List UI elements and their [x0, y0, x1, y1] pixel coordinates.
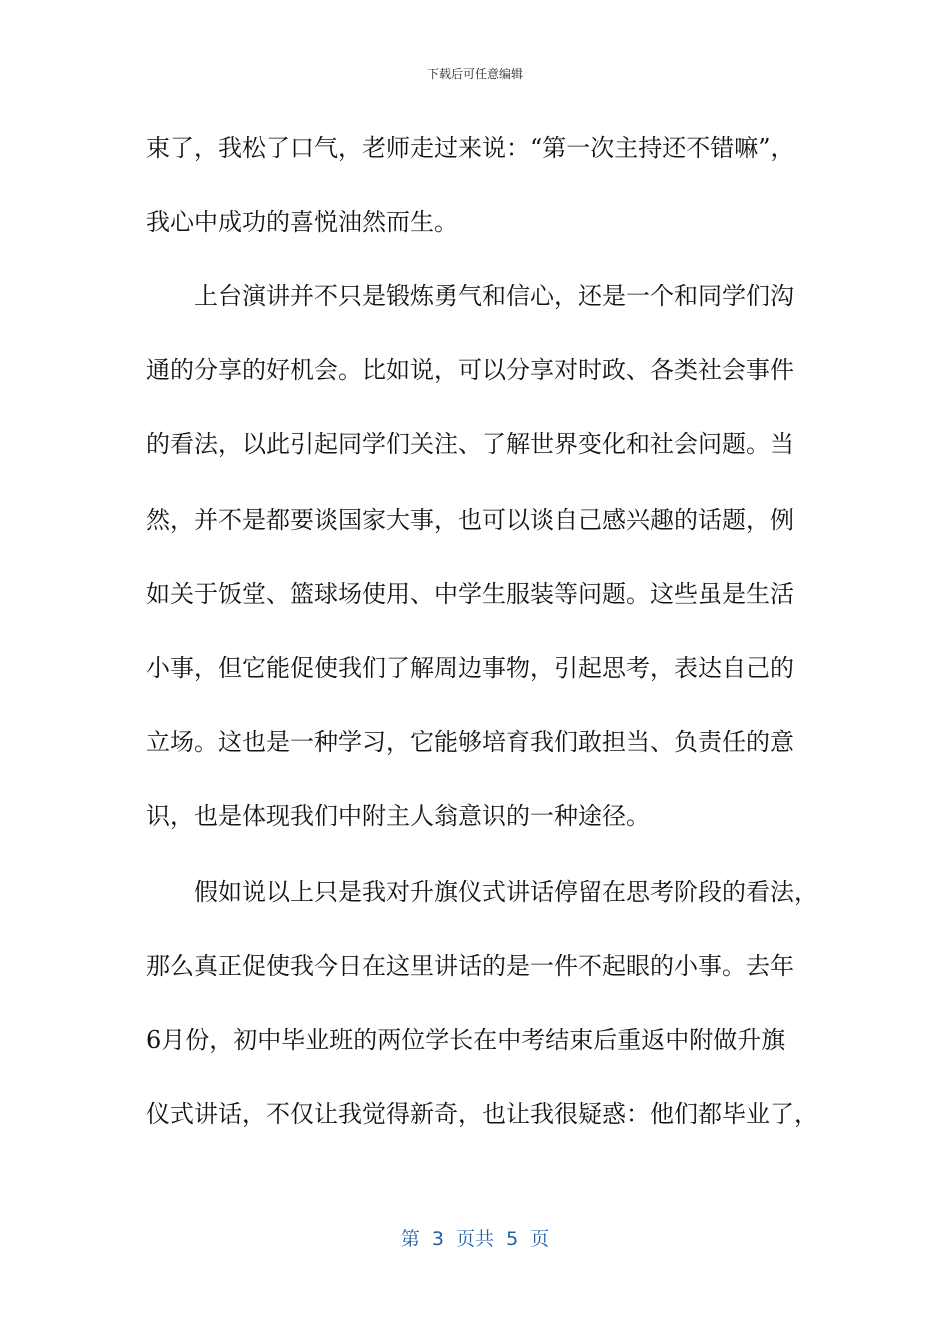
body-line: 小事，但它能促使我们了解周边事物，引起思考，表达自己的 — [146, 654, 794, 682]
paragraph-first-line: 上台演讲并不只是锻炼勇气和信心，还是一个和同学们沟 — [194, 282, 794, 310]
body-line: 的看法，以此引起同学们关注、了解世界变化和社会问题。当 — [146, 430, 794, 458]
body-line: 如关于饭堂、篮球场使用、中学生服装等问题。这些虽是生活 — [146, 580, 794, 608]
body-line: 识，也是体现我们中附主人翁意识的一种途径。 — [146, 802, 650, 830]
body-line: 我心中成功的喜悦油然而生。 — [146, 208, 458, 236]
body-line: 那么真正促使我今日在这里讲话的是一件不起眼的小事。去年 — [146, 952, 794, 980]
page-header: 下载后可任意编辑 — [426, 67, 523, 81]
body-line: 然，并不是都要谈国家大事，也可以谈自己感兴趣的话题，例 — [146, 506, 794, 534]
body-line: 仪式讲话，不仅让我觉得新奇，也让我很疑惑：他们都毕业了， — [146, 1100, 818, 1128]
body-line: 束了，我松了口气，老师走过来说：“第一次主持还不错嘛”， — [146, 134, 795, 162]
body-line: 6月份，初中毕业班的两位学长在中考结束后重返中附做升旗 — [146, 1026, 786, 1054]
body-line: 通的分享的好机会。比如说，可以分享对时政、各类社会事件 — [146, 356, 794, 384]
page-number-footer: 第 3 页共 5 页 — [400, 1228, 550, 1250]
paragraph-first-line: 假如说以上只是我对升旗仪式讲话停留在思考阶段的看法， — [194, 878, 818, 906]
body-line: 立场。这也是一种学习，它能够培育我们敢担当、负责任的意 — [146, 728, 794, 756]
